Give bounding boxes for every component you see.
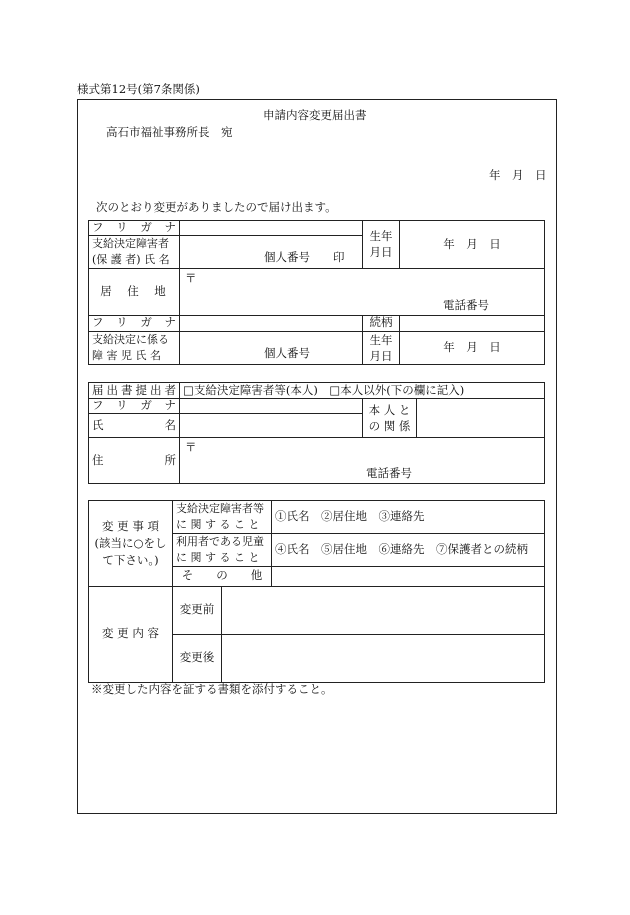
birth-label: 生年 月日	[363, 221, 400, 269]
category-child-options[interactable]: ④氏名 ⑤居住地 ⑥連絡先 ⑦保護者との続柄	[272, 533, 545, 566]
submitter-name-field[interactable]	[180, 414, 363, 438]
submitter-furigana-label: フ リ ガ ナ	[89, 399, 180, 414]
holder-name-label: 支給決定障害者 (保 護 者) 氏 名	[89, 236, 180, 269]
submitter-phone-label: 電話番号	[366, 466, 412, 480]
postal-mark: 〒	[185, 270, 197, 285]
submitter-table	[88, 382, 545, 484]
submitter-address-field[interactable]	[180, 438, 545, 484]
after-field[interactable]	[222, 634, 545, 682]
submitter-furigana-field[interactable]	[180, 399, 363, 414]
address-field[interactable]	[180, 268, 545, 315]
relation-field[interactable]	[400, 315, 545, 331]
form-number: 様式第12号(第7条関係)	[77, 82, 200, 96]
applicant-table	[88, 220, 545, 365]
relation-label: 続柄	[363, 315, 400, 331]
before-field[interactable]	[222, 586, 545, 634]
submission-date: 年 月 日	[489, 168, 547, 182]
submitter-postal-mark: 〒	[185, 440, 197, 454]
category-holder-options[interactable]: ①氏名 ②居住地 ③連絡先	[272, 501, 545, 534]
footer-note: ※変更した内容を証する書類を添付すること。	[91, 682, 333, 696]
holder-name-field[interactable]: 個人番号 印	[180, 236, 363, 269]
submitter-label: 届出書提出者	[89, 383, 180, 399]
child-name-field[interactable]: 個人番号	[180, 331, 363, 364]
change-table	[88, 500, 545, 683]
phone-label: 電話番号	[443, 297, 489, 312]
category-child-label: 利用者である児童 に 関 す る こ と	[173, 533, 272, 566]
submitter-relation-label: 本 人 と の 関 係	[363, 399, 417, 438]
intro-text: 次のとおり変更がありましたので届け出ます。	[96, 200, 337, 214]
address-label: 居 住 地	[89, 268, 180, 315]
submitter-name-label: 氏 名	[89, 414, 180, 438]
submitter-options[interactable]: □支給決定障害者等(本人) □本人以外(下の欄に記入)	[180, 383, 545, 399]
birth-date-field[interactable]: 年 月 日	[400, 221, 545, 269]
change-items-label: 変 更 事 項 (該当に○をし て下さい。)	[89, 501, 173, 587]
submitter-address-label: 住 所	[89, 438, 180, 484]
category-other-label: そ の 他	[173, 566, 272, 586]
before-label: 変更前	[173, 586, 222, 634]
holder-furigana-field[interactable]	[180, 221, 363, 236]
child-furigana-label: フ リ ガ ナ	[89, 315, 180, 331]
child-furigana-field[interactable]	[180, 315, 363, 331]
after-label: 変更後	[173, 634, 222, 682]
child-birth-label: 生年 月日	[363, 331, 400, 364]
child-birth-date-field[interactable]: 年 月 日	[400, 331, 545, 364]
addressee: 高石市福祉事務所長 宛	[106, 125, 233, 139]
change-content-label: 変 更 内 容	[89, 586, 173, 682]
category-holder-label: 支給決定障害者等 に 関 す る こ と	[173, 501, 272, 534]
page-title: 申請内容変更届出書	[263, 108, 367, 122]
child-name-label: 支給決定に係る 障 害 児 氏 名	[89, 331, 180, 364]
category-other-field[interactable]	[272, 566, 545, 586]
furigana-label: フ リ ガ ナ	[89, 221, 180, 236]
submitter-relation-field[interactable]	[417, 399, 545, 438]
